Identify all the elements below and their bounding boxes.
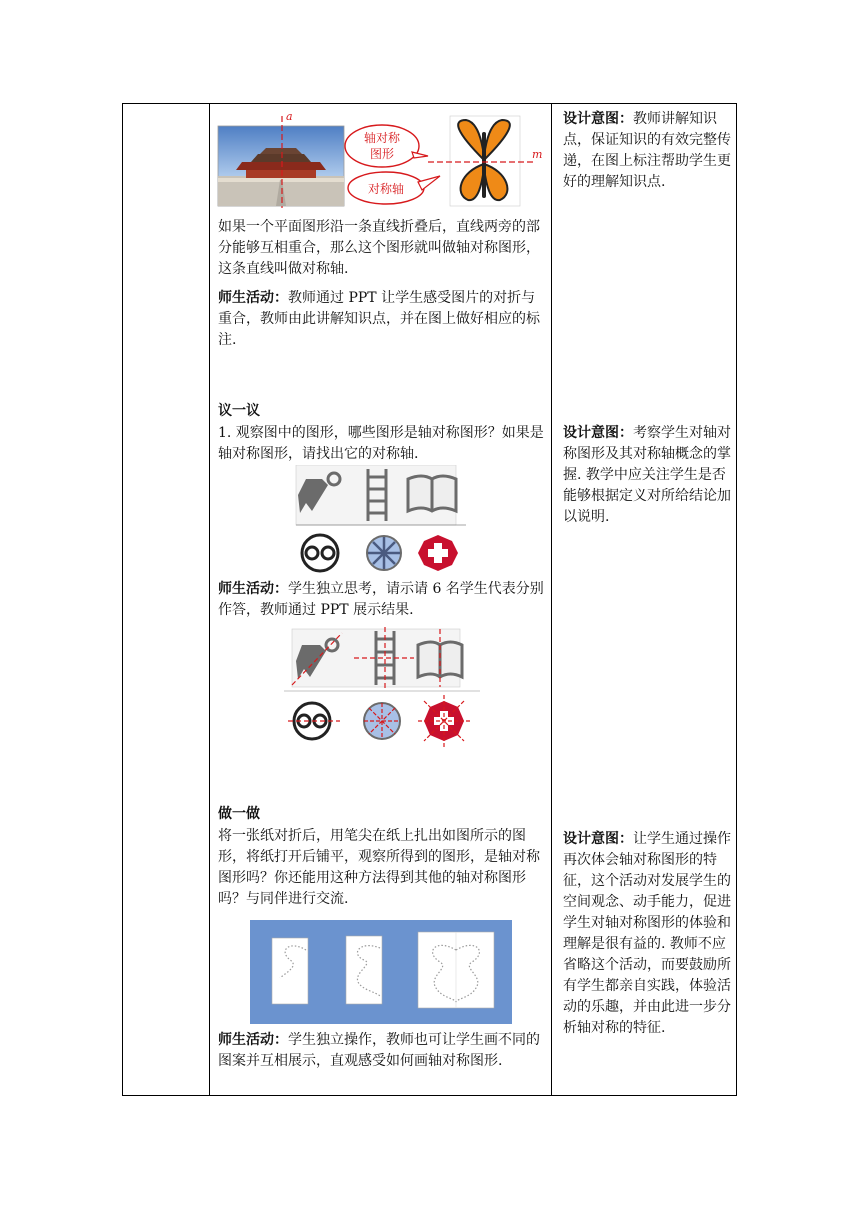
column-divider-1 (209, 104, 210, 1095)
svg-text:图形: 图形 (369, 147, 395, 161)
design-intent-1 (563, 109, 731, 193)
snowflake-axes-icon (364, 703, 400, 739)
shapes-with-axes-figure (284, 625, 480, 749)
design-intent-3-label: 设计意图： (563, 831, 633, 847)
design-intent-3-text: 让学生通过操作再次体会轴对称图形的特征，这个活动对发展学生的空间观念、动手能力，促进学生对轴对称图形的体验和理解是很有益的. 教师不应省略这个活动，而要鼓励所有学生都亲自实践，体验活动的乐趣，并由此进一步分析轴对称的特征. (563, 831, 731, 1036)
svg-text:轴对称: 轴对称 (363, 131, 401, 145)
axis-a-label: a (286, 112, 293, 123)
activity-3-label: 师生活动： (218, 1032, 288, 1048)
unfolded-paper (418, 932, 494, 1008)
section-title-discuss: 议一议 (218, 403, 260, 419)
activity-1-text: 教师通过 PPT 让学生感受图片的对折与重合，教师由此讲解知识点，并在图上做好相应的标注. (218, 290, 540, 348)
design-intent-2-label: 设计意图： (563, 425, 633, 441)
bubble-symmetric-figure (345, 125, 428, 167)
practice-text: 将一张纸对折后，用笔尖在纸上扎出如图所示的图形，将纸打开后铺平，观察所得到的图形，是轴对称图形吗？你还能用这种方法得到其他的轴对称图形吗？与同伴进行交流. (218, 828, 540, 907)
design-intent-2-text: 考察学生对轴对称图形及其对称轴概念的掌握. 教学中应关注学生是否能够根据定义对所给结论加以说明. (563, 425, 731, 525)
design-intent-1-label: 设计意图： (563, 111, 633, 127)
discuss-question: 1. 观察图中的图形，哪些图形是轴对称图形？如果是轴对称图形，请找出它的对称轴. (218, 425, 544, 462)
axis-m-label: m (532, 148, 543, 161)
red-cross-axes-icon (418, 695, 470, 747)
activity-3 (218, 1030, 546, 1072)
definition-text: 如果一个平面图形沿一条直线折叠后，直线两旁的部分能够互相重合，那么这个图形就叫做轴对称图形，这条直线叫做对称轴. (218, 219, 540, 277)
snowflake-icon (367, 536, 401, 570)
design-intent-3 (563, 829, 731, 1039)
svg-text:对称轴: 对称轴 (367, 182, 405, 196)
red-cross-icon (418, 535, 458, 571)
activity-2-text: 学生独立思考，请示请 6 名学生代表分别作答，教师通过 PPT 展示结果. (218, 581, 544, 618)
palace-image (218, 126, 344, 206)
section-title-practice: 做一做 (218, 806, 260, 822)
folded-paper-1 (272, 938, 308, 1004)
shapes-figure (292, 465, 472, 577)
design-intent-1-text: 教师讲解知识点，保证知识的有效完整传递，在图上标注帮助学生更好的理解知识点. (563, 111, 731, 190)
bubble-symmetry-axis (348, 172, 440, 204)
activity-3-text: 学生独立操作，教师也可让学生画不同的图案并互相展示，直观感受如何画轴对称图形. (218, 1032, 540, 1069)
activity-1 (218, 288, 546, 351)
book-icon (408, 476, 456, 511)
paper-folding-figure (250, 920, 512, 1024)
activity-1-label: 师生活动： (218, 290, 288, 306)
butterfly-image (450, 116, 520, 206)
column-divider-2 (551, 104, 552, 1095)
double-coin-icon (302, 535, 338, 571)
activity-2 (218, 579, 546, 621)
symmetry-intro-figure (216, 112, 546, 212)
activity-2-label: 师生活动： (218, 581, 288, 597)
design-intent-2 (563, 423, 731, 528)
folded-paper-2 (346, 936, 382, 1004)
